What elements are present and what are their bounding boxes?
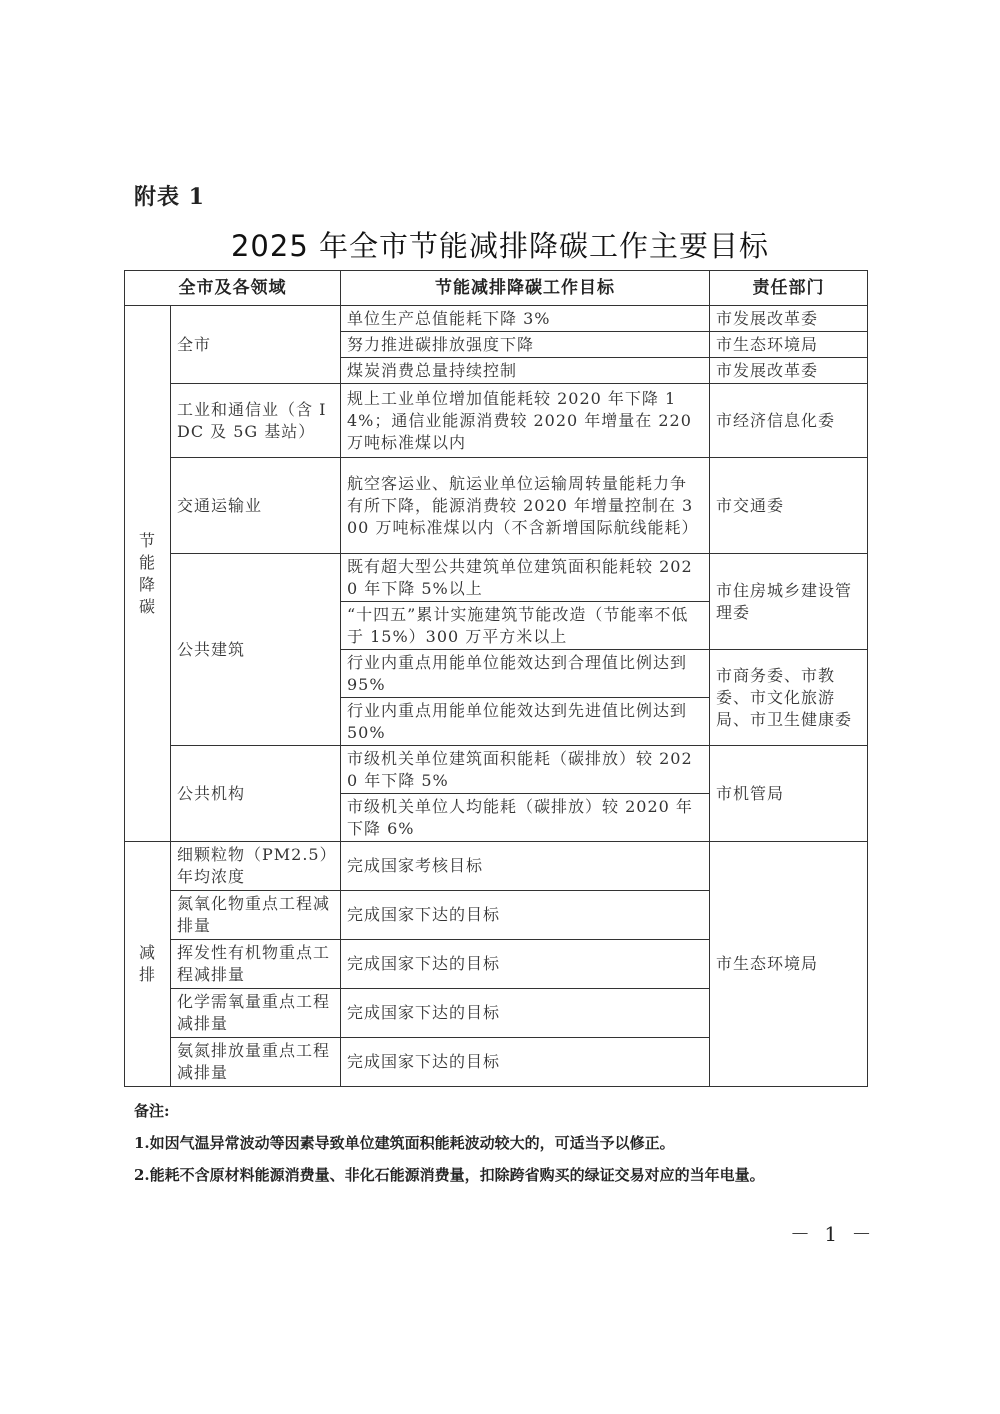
target-cell: 航空客运业、航运业单位运输周转量能耗力争有所下降，能源消费较 2020 年增量控制在 300 万吨标准煤以内（不含新增国际航线能耗） [341,458,710,554]
table-row [125,384,868,458]
header-field: 全市及各领域 [125,271,341,306]
table-row [125,306,868,332]
dept-cell: 市机管局 [710,746,868,842]
target-cell: 市级机关单位人均能耗（碳排放）较 2020 年下降 6% [341,794,710,842]
notes-section [134,1100,765,1196]
field-nox: 氮氧化物重点工程减排量 [171,891,341,940]
field-city: 全市 [171,306,341,384]
field-voc: 挥发性有机物重点工程减排量 [171,940,341,989]
dept-cell: 市商务委、市教委、市文化旅游局、市卫生健康委 [710,650,868,746]
attachment-label: 附表 1 [134,184,205,210]
target-cell: 规上工业单位增加值能耗较 2020 年下降 14%；通信业能源消费较 2020 年增量在 220 万吨标准煤以内 [341,384,710,458]
category-emission: 减 排 [125,842,171,1087]
field-cod: 化学需氧量重点工程减排量 [171,989,341,1038]
note-item: 1.如因气温异常波动等因素导致单位建筑面积能耗波动较大的，可适当予以修正。 [134,1134,675,1152]
dept-cell: 市发展改革委 [710,358,868,384]
table-header-row [125,271,868,306]
target-cell: 完成国家下达的目标 [341,1038,710,1087]
table-row [125,458,868,554]
field-public-institutions: 公共机构 [171,746,341,842]
target-cell: 完成国家考核目标 [341,842,710,891]
category-energy: 节 能 降 碳 [125,306,171,842]
targets-table [124,270,868,1087]
table-row [125,746,868,794]
page-title: 2025 年全市节能减排降碳工作主要目标 [230,229,770,263]
dept-cell: 市发展改革委 [710,306,868,332]
table-row [125,554,868,602]
target-cell: 市级机关单位建筑面积能耗（碳排放）较 2020 年下降 5% [341,746,710,794]
field-transport: 交通运输业 [171,458,341,554]
field-industry: 工业和通信业（含 IDC 及 5G 基站） [171,384,341,458]
dept-cell: 市经济信息化委 [710,384,868,458]
target-cell: 煤炭消费总量持续控制 [341,358,710,384]
target-cell: 完成国家下达的目标 [341,989,710,1038]
field-pm25: 细颗粒物（PM2.5）年均浓度 [171,842,341,891]
dept-cell: 市生态环境局 [710,332,868,358]
field-ammonia: 氨氮排放量重点工程减排量 [171,1038,341,1087]
notes-heading: 备注: [134,1102,170,1120]
dept-cell: 市住房城乡建设管理委 [710,554,868,650]
note-item: 2.能耗不含原材料能源消费量、非化石能源消费量，扣除跨省购买的绿证交易对应的当年电量。 [134,1166,765,1184]
field-public-buildings: 公共建筑 [171,554,341,746]
target-cell: 单位生产总值能耗下降 3% [341,306,710,332]
table-row [125,842,868,891]
target-cell: 既有超大型公共建筑单位建筑面积能耗较 2020 年下降 5%以上 [341,554,710,602]
target-cell: “十四五”累计实施建筑节能改造（节能率不低于 15%）300 万平方米以上 [341,602,710,650]
target-cell: 行业内重点用能单位能效达到先进值比例达到 50% [341,698,710,746]
target-cell: 完成国家下达的目标 [341,891,710,940]
target-cell: 行业内重点用能单位能效达到合理值比例达到 95% [341,650,710,698]
header-target: 节能减排降碳工作目标 [341,271,710,306]
header-dept: 责任部门 [710,271,868,306]
dept-cell: 市交通委 [710,458,868,554]
target-cell: 努力推进碳排放强度下降 [341,332,710,358]
dept-cell: 市生态环境局 [710,842,868,1087]
target-cell: 完成国家下达的目标 [341,940,710,989]
page-number: － 1 － [790,1222,876,1246]
